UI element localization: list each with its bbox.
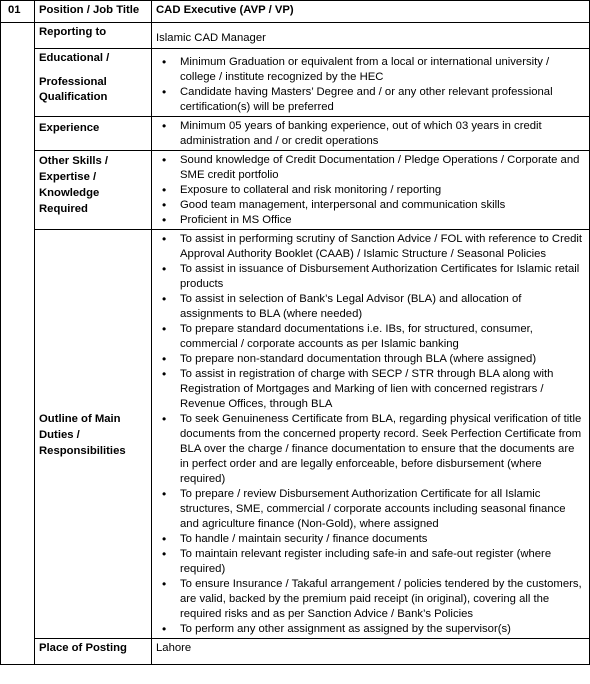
reporting-value: Islamic CAD Manager [152,23,590,49]
skills-list [156,153,585,228]
education-label-line2: Professional Qualification [39,76,108,103]
reporting-label: Reporting to [35,23,152,49]
skills-label: Other Skills / Expertise / Knowledge Required [35,151,152,230]
list-item: • Candidate having Masters’ Degree and / or any other relevant professional certification(s) will be preferred [156,85,585,115]
experience-row [1,117,590,151]
header-row [1,1,590,23]
row-number: 01 [1,1,35,23]
list-item: • Sound knowledge of Credit Documentation / Pledge Operations / Corporate and SME credit portfolio [156,153,585,183]
list-item: • Exposure to collateral and risk monitoring / reporting [156,183,585,198]
list-item: • To perform any other assignment as assigned by the supervisor(s) [156,622,585,637]
list-item: • To prepare / review Disbursement Authorization Certificate for all Islamic structures, SME, commercial / corporate accounts including seasonal finance and agriculture finance (Non-Gold), where assigned [156,487,585,532]
experience-list [156,119,585,149]
list-item: • To assist in selection of Bank’s Legal Advisor (BLA) and allocation of assignments to BLA (where needed) [156,292,585,322]
list-item: • To handle / maintain security / finance documents [156,532,585,547]
list-item: • To prepare non-standard documentation through BLA (where assigned) [156,352,585,367]
position-value: CAD Executive (AVP / VP) [152,1,590,23]
posting-value: Lahore [152,639,590,665]
list-item: • Minimum Graduation or equivalent from a local or international university / college / institute recognized by the HEC [156,55,585,85]
experience-value [152,117,590,151]
education-label-line1: Educational / [39,52,110,64]
duties-value [152,230,590,639]
posting-row [1,639,590,665]
row-number-spacer [1,23,35,665]
duties-label: Outline of Main Duties / Responsibilities [35,230,152,639]
reporting-row [1,23,590,49]
education-list [156,55,585,115]
education-label [35,49,152,117]
education-value [152,49,590,117]
list-item: • To assist in performing scrutiny of Sanction Advice / FOL with reference to Credit Approval Authority Booklet (CAAB) / Islamic Structure / Seasonal Policies [156,232,585,262]
position-label: Position / Job Title [35,1,152,23]
list-item: • Proficient in MS Office [156,213,585,228]
duties-row [1,230,590,639]
list-item: • To assist in issuance of Disbursement Authorization Certificates for Islamic retail products [156,262,585,292]
skills-value [152,151,590,230]
experience-label: Experience [35,117,152,151]
duties-list [156,232,585,637]
list-item: • To maintain relevant register including safe-in and safe-out register (where required) [156,547,585,577]
education-row [1,49,590,117]
list-item: • To seek Genuineness Certificate from BLA, regarding physical verification of title documents from the concerned property record. Seek Perfection Certificate from BLA over the charge / finance documentation to ensure that the documents are in perfect order and are legally enforceable, before disbursement (where required) [156,412,585,487]
skills-row [1,151,590,230]
posting-label: Place of Posting [35,639,152,665]
list-item: • To ensure Insurance / Takaful arrangement / policies tendered by the customers, are valid, backed by the premium paid receipt (in original), covering all the required risks and as per Sanction Advice / Bank’s Policies [156,577,585,622]
list-item: • To assist in registration of charge with SECP / STR through BLA along with Registration of Mortgages and Marking of lien with concerned registrars / Revenue Offices, through BLA [156,367,585,412]
list-item: • Good team management, interpersonal and communication skills [156,198,585,213]
list-item: • Minimum 05 years of banking experience, out of which 03 years in credit administration and / or credit operations [156,119,585,149]
list-item: • To prepare standard documentations i.e. IBs, for structured, consumer, commercial / corporate accounts as per Islamic banking [156,322,585,352]
